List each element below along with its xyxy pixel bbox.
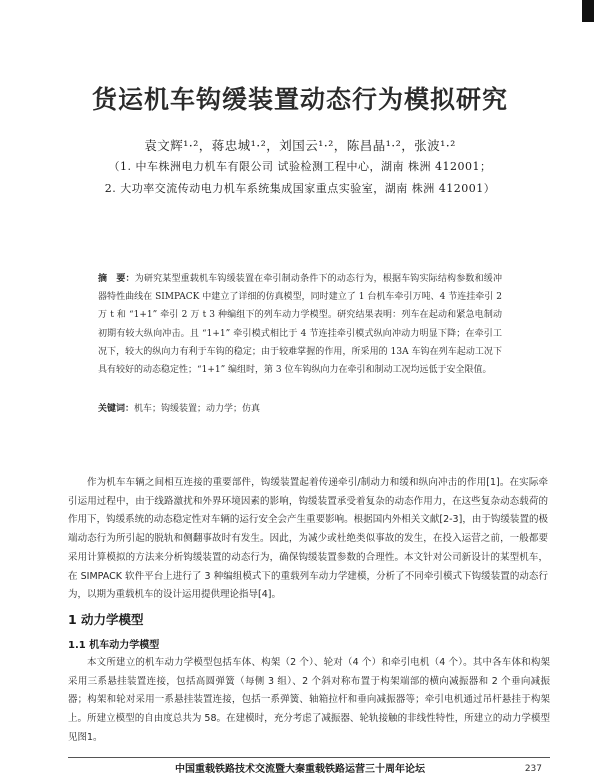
page-number: 237	[524, 764, 542, 774]
abstract	[98, 270, 502, 379]
keywords	[98, 401, 502, 414]
keywords-text: 机车；钩缓装置；动力学；仿真	[134, 404, 261, 414]
subsection-heading: 1.1 机车动力学模型	[68, 640, 160, 651]
author-list: 袁文辉¹·²，蒋忠城¹·²，刘国云¹·²，陈昌晶¹·²，张波¹·²	[144, 138, 456, 153]
abstract-label: 摘 要：	[98, 274, 135, 284]
footer-divider	[68, 757, 550, 758]
paper-title: 货运机车钩缓装置动态行为模拟研究	[91, 85, 508, 114]
page-corner-mark	[582, 0, 594, 22]
section-paragraph: 本文所建立的机车动力学模型包括车体、构架（2 个）、轮对（4 个）和牵引电机（4 个）。其中各车体和构架采用三系悬挂装置连接，包括高圆弹簧（每侧 3 组）、2 个斜对称布置于构架端部的横向减振器和 2 个垂向减振器；构架和轮对采用一系悬挂装置连接，包括一系弹簧、轴箱拉杆和垂向减振器等；牵引电机通过吊杆悬挂于构架上。所建立模型的自由度总共为 58。在建模时，充分考虑了减振器、轮轨接触的非线性特性，所建立的动力学模型见图1。	[68, 657, 550, 743]
introduction-paragraph: 作为机车车辆之间相互连接的重要部件，钩缓装置起着传递牵引/制动力和缓和纵向冲击的作用[1]。在实际牵引运用过程中，由于线路激扰和外界环境因素的影响，钩缓装置承受着复杂的动态作用力，在这些复杂动态载荷的作用下，钩缓系统的动态稳定性对车辆的运行安全会产生重要影响。根据国内外相关文献[2-3]，由于钩缓装置的极端动态行为所引起的脱轨和侧翻事故时有发生。因此，为减少或杜绝类似事故的发生，在投入运营之前，一般都要采用计算模拟的方法来分析钩缓装置的动态行为，确保钩缓装置参数的合理性。本文针对公司新设计的某型机车，在 SIMPACK 软件平台上进行了 3 种编组模式下的重载列车动力学建模，分析了不同牵引模式下钩缓装置的动态行为，以期为重载机车的设计运用提供理论指导[4]。	[68, 477, 548, 601]
affiliation-1: （1. 中车株洲电力机车有限公司 试验检测工程中心，湖南 株洲 412001；	[108, 160, 492, 173]
section-heading: 1 动力学模型	[68, 612, 144, 627]
affiliation-2: 2. 大功率交流传动电力机车系统集成国家重点实验室，湖南 株洲 412001）	[104, 182, 496, 195]
keywords-label: 关键词：	[98, 404, 135, 414]
abstract-text: 为研究某型重载机车钩缓装置在牵引制动条件下的动态行为，根据车钩实际结构参数和缓冲器特性曲线在 SIMPACK 中建立了详细的仿真模型，同时建立了 1 台机车牵引万吨、4 节连挂牵引 2 万 t 和 “1+1” 牵引 2 万 t 3 种编组下的列车动力学模型。研究结果表明：列车在起动和紧急电制动初期有较大纵向冲击。且 “1+1” 牵引模式相比于 4 节连挂牵引模式纵向冲动力明显下降；在牵引工况下，较大的纵向力有利于车钩的稳定；由于较难掌握的作用，所采用的 13A 车钩在列车起动工况下具有较好的动态稳定性；“1+1” 编组时，第 3 位车钩纵向力在牵引和制动工况均远低于安全限值。	[98, 274, 502, 376]
conference-footer: 中国重载铁路技术交流暨大秦重载铁路运营三十周年论坛	[175, 764, 425, 775]
